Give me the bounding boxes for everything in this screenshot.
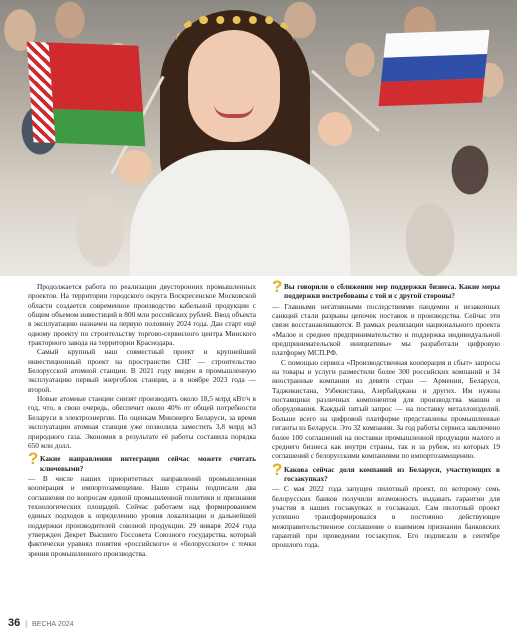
question-mark-icon: ? <box>272 459 283 479</box>
hero-photo <box>0 0 517 276</box>
question-mark-icon: ? <box>28 449 39 469</box>
right-hand <box>318 112 352 146</box>
question-business-support <box>272 277 500 301</box>
paragraph-projects: Продолжается работа по реализации двусторонних промышленных проектов. На территории городского округа Воскресенское Московской области создается современное производство кабельной продукции с общим объемом инвестиций в 800 млн российских рублей. Ввод объекта в эксплуатацию назначен на первую половину 2024 года. Дан старт ещё одному проекту по строительству торгово-сервисного центра Минского тракторного завода на территории Краснодара. <box>28 282 256 348</box>
paragraph-nuclear-plant: Самый крупный наш совместный проект и крупнейший инвестиционный проект на пространстве СНГ — строительство Белорусской атомной станции. В 2021 году введен в промышленную эксплуатацию первый энергоблок станции, а в ноябре 2023 года — второй. <box>28 347 256 394</box>
question-mark-icon: ? <box>272 277 283 296</box>
russia-flag-icon <box>379 30 490 106</box>
right-text-column <box>272 277 500 550</box>
paragraph-cooperation-service: С помощью сервиса «Производственная кооперация и сбыт» запросы на товары и услуги разместили более 300 российских компаний и 34 иностранные компании из девяти стран — Армении, Беларуси, Таджикистана, Узбекистана, Азербайджана и других. Им нужны поставщики различных компонентов для производства машин и оборудования. Каждый пятый запрос — на поставку металлоизделий. Больше всего на цифровой платформе представлены промышленные гиганты из Беларуси. Это 32 компании. За год работы сервиса заключено более 100 соглашений на поставки промышленной продукции малого и среднего бизнеса как внутри страны, так и за рубеж, из которых 19 соглашений с белорусскими компаниями по импортозамещению. <box>272 357 500 461</box>
answer-integration: — В числе наших приоритетных направлений промышленная кооперация и импортозамещение. Наши страны подписали два соглашения по вопросам единой промышленной политики и признания технологических площадей. Сейчас работаем над формированием единых подходов к определению уровня локализации и дальнейшей поддержки производителей союзной продукции. 29 января 2024 года утвержден Декрет Высшего Госсовета Союзного государства, который фактически уравнял понятия «российского» и «белорусского» с точки зрения промышленного производства. <box>28 473 256 558</box>
question-procurement <box>272 459 500 484</box>
footer-separator: | <box>25 621 28 628</box>
question-integration <box>28 449 256 473</box>
question-text: Вы говорили о сближении мер поддержки бизнеса. Какие меры поддержки востребованы с той и с другой стороны? <box>284 282 500 301</box>
left-hand <box>118 150 152 184</box>
flower-wreath-icon <box>176 16 294 44</box>
woman-face <box>188 30 280 142</box>
question-text: Какие направления интеграции сейчас можете считать ключевыми? <box>40 454 256 473</box>
issue-label: ВЕСНА 2024 <box>31 621 74 628</box>
answer-business-support: — Главными негативными последствиями пандемии и незаконных санкций стали разрывы цепочек поставок и производства. Сейчас эти связи восстанавливаются. В рамках реализации национального проекта «Малое и среднее предпринимательство и поддержка индивидуальной предпринимательской инициативы» мы разработали цифровую платформу МСП.РФ. <box>272 301 500 358</box>
left-text-column <box>28 282 256 558</box>
answer-procurement: — С мая 2022 года запущен пилотный проект, по которому семь белорусских банков получили возможность выдавать гарантии для участия в наших госзакупках и госзаказах. Сам пилотный проект успешно трансформировался в постоянно действующее межправительственное соглашение о взаимном признании банковских гарантий при проведении госзакупок. Его подписали в сентябре прошлого года. <box>272 484 500 550</box>
paragraph-energy-output: Новые атомные станции снизят производить около 18,5 млрд кВт/ч в год, что, в свою очередь, обеспечит около 40% от общей потребности Беларуси в электроэнергии. По оценкам Минэнерго Беларуси, за время эксплуатации атомная станция уже позволила заместить 3,8 млрд м3 природного газа. Экономия в результате её работы составила порядка 650 млн долл. <box>28 394 256 450</box>
belarus-flag-icon <box>27 42 146 146</box>
page-number: 36 <box>8 617 21 629</box>
question-text: Какова сейчас доля компаний из Беларуси, участвующих в госзакупках? <box>284 464 500 483</box>
page-footer <box>8 617 74 629</box>
